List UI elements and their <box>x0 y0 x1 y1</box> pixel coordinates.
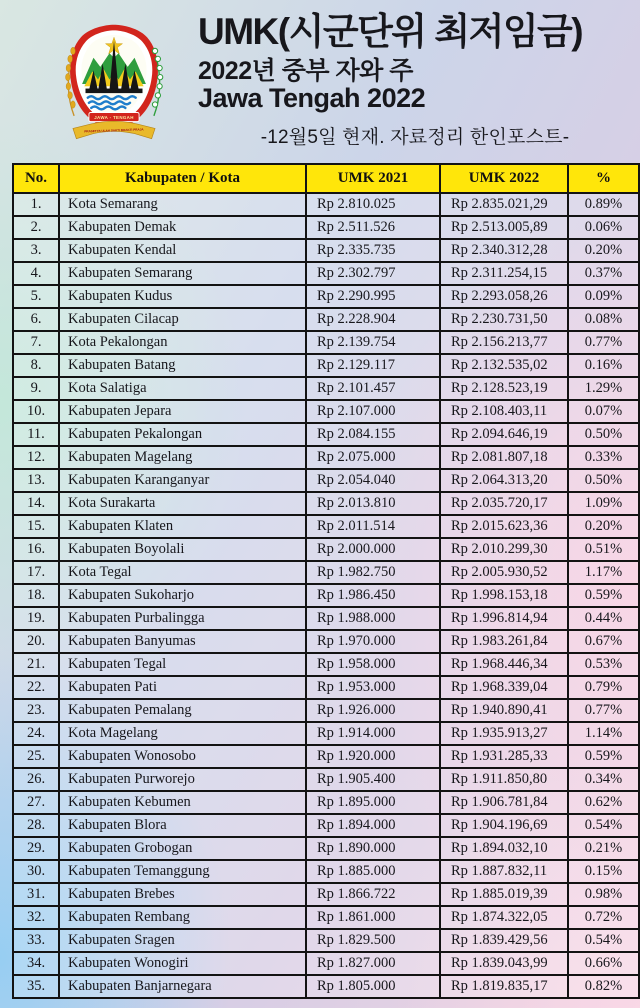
table-row <box>13 722 639 745</box>
percent-change: 0.06% <box>568 216 639 239</box>
umk-2021-value: Rp 2.101.457 <box>306 377 440 400</box>
umk-2022-value: Rp 1.887.832,11 <box>440 860 568 883</box>
umk-2022-value: Rp 2.010.299,30 <box>440 538 568 561</box>
row-number: 3. <box>13 239 59 262</box>
umk-2022-value: Rp 1.968.339,04 <box>440 676 568 699</box>
table-row <box>13 216 639 239</box>
percent-change: 0.08% <box>568 308 639 331</box>
table-row <box>13 492 639 515</box>
umk-2022-value: Rp 2.513.005,89 <box>440 216 568 239</box>
umk-2022-value: Rp 1.940.890,41 <box>440 699 568 722</box>
umk-2021-value: Rp 1.958.000 <box>306 653 440 676</box>
percent-change: 0.07% <box>568 400 639 423</box>
row-number: 11. <box>13 423 59 446</box>
umk-2021-value: Rp 1.982.750 <box>306 561 440 584</box>
umk-2022-value: Rp 1.839.043,99 <box>440 952 568 975</box>
kabupaten-kota-name: Kabupaten Banjarnegara <box>59 975 306 998</box>
umk-2021-value: Rp 1.920.000 <box>306 745 440 768</box>
table-row <box>13 906 639 929</box>
row-number: 21. <box>13 653 59 676</box>
row-number: 9. <box>13 377 59 400</box>
umk-2021-value: Rp 2.084.155 <box>306 423 440 446</box>
kabupaten-kota-name: Kabupaten Kebumen <box>59 791 306 814</box>
row-number: 15. <box>13 515 59 538</box>
table-row <box>13 791 639 814</box>
row-number: 10. <box>13 400 59 423</box>
kabupaten-kota-name: Kabupaten Grobogan <box>59 837 306 860</box>
percent-change: 0.82% <box>568 975 639 998</box>
kabupaten-kota-name: Kabupaten Jepara <box>59 400 306 423</box>
umk-2022-value: Rp 2.311.254,15 <box>440 262 568 285</box>
umk-2022-value: Rp 1.998.153,18 <box>440 584 568 607</box>
row-number: 16. <box>13 538 59 561</box>
province-banner-text: JAWA - TENGAH <box>94 114 134 120</box>
umk-2022-value: Rp 2.293.058,26 <box>440 285 568 308</box>
umk-2021-value: Rp 1.827.000 <box>306 952 440 975</box>
umk-2021-value: Rp 2.511.526 <box>306 216 440 239</box>
kabupaten-kota-name: Kabupaten Batang <box>59 354 306 377</box>
row-number: 5. <box>13 285 59 308</box>
umk-2021-value: Rp 2.011.514 <box>306 515 440 538</box>
umk-2022-value: Rp 1.904.196,69 <box>440 814 568 837</box>
row-number: 18. <box>13 584 59 607</box>
kabupaten-kota-name: Kabupaten Wonogiri <box>59 952 306 975</box>
percent-change: 0.44% <box>568 607 639 630</box>
kabupaten-kota-name: Kabupaten Kudus <box>59 285 306 308</box>
umk-2021-value: Rp 2.335.735 <box>306 239 440 262</box>
kabupaten-kota-name: Kota Pekalongan <box>59 331 306 354</box>
row-number: 30. <box>13 860 59 883</box>
umk-2022-value: Rp 2.835.021,29 <box>440 193 568 216</box>
umk-2021-value: Rp 2.290.995 <box>306 285 440 308</box>
table-row <box>13 676 639 699</box>
date-source-note: -12월5일 현재. 자료정리 한인포스트- <box>260 126 570 148</box>
percent-change: 0.37% <box>568 262 639 285</box>
col-header-no: No. <box>13 164 59 193</box>
row-number: 28. <box>13 814 59 837</box>
umk-2021-value: Rp 1.895.000 <box>306 791 440 814</box>
kabupaten-kota-name: Kabupaten Demak <box>59 216 306 239</box>
table-row <box>13 814 639 837</box>
row-number: 23. <box>13 699 59 722</box>
umk-2022-value: Rp 1.839.429,56 <box>440 929 568 952</box>
umk-2021-value: Rp 2.075.000 <box>306 446 440 469</box>
umk-2021-value: Rp 1.988.000 <box>306 607 440 630</box>
kabupaten-kota-name: Kota Magelang <box>59 722 306 745</box>
percent-change: 0.53% <box>568 653 639 676</box>
umk-2022-value: Rp 1.874.322,05 <box>440 906 568 929</box>
row-number: 7. <box>13 331 59 354</box>
umk-2022-value: Rp 1.906.781,84 <box>440 791 568 814</box>
umk-table-body <box>13 193 639 998</box>
table-row <box>13 952 639 975</box>
row-number: 32. <box>13 906 59 929</box>
percent-change: 0.62% <box>568 791 639 814</box>
header <box>0 0 640 163</box>
umk-2022-value: Rp 2.081.807,18 <box>440 446 568 469</box>
umk-2022-value: Rp 2.064.313,20 <box>440 469 568 492</box>
table-row <box>13 423 639 446</box>
row-number: 13. <box>13 469 59 492</box>
umk-2022-value: Rp 2.230.731,50 <box>440 308 568 331</box>
kabupaten-kota-name: Kabupaten Klaten <box>59 515 306 538</box>
subtitle-korean: 2022년 중부 자와 주 <box>198 56 413 85</box>
umk-2021-value: Rp 1.986.450 <box>306 584 440 607</box>
row-number: 33. <box>13 929 59 952</box>
umk-2021-value: Rp 1.970.000 <box>306 630 440 653</box>
umk-2022-value: Rp 1.983.261,84 <box>440 630 568 653</box>
row-number: 35. <box>13 975 59 998</box>
umk-2021-value: Rp 1.953.000 <box>306 676 440 699</box>
percent-change: 0.66% <box>568 952 639 975</box>
table-row <box>13 561 639 584</box>
umk-2022-value: Rp 2.108.403,11 <box>440 400 568 423</box>
percent-change: 1.14% <box>568 722 639 745</box>
row-number: 8. <box>13 354 59 377</box>
row-number: 25. <box>13 745 59 768</box>
percent-change: 0.09% <box>568 285 639 308</box>
umk-2021-value: Rp 2.810.025 <box>306 193 440 216</box>
kabupaten-kota-name: Kabupaten Tegal <box>59 653 306 676</box>
kabupaten-kota-name: Kota Tegal <box>59 561 306 584</box>
table-row <box>13 653 639 676</box>
umk-2022-value: Rp 1.819.835,17 <box>440 975 568 998</box>
umk-table <box>12 163 640 999</box>
percent-change: 0.33% <box>568 446 639 469</box>
kabupaten-kota-name: Kabupaten Pekalongan <box>59 423 306 446</box>
percent-change: 0.72% <box>568 906 639 929</box>
umk-2022-value: Rp 1.968.446,34 <box>440 653 568 676</box>
table-row <box>13 354 639 377</box>
umk-2021-value: Rp 1.866.722 <box>306 883 440 906</box>
kabupaten-kota-name: Kabupaten Kendal <box>59 239 306 262</box>
table-row <box>13 446 639 469</box>
table-row <box>13 699 639 722</box>
umk-2021-value: Rp 1.905.400 <box>306 768 440 791</box>
percent-change: 1.17% <box>568 561 639 584</box>
motto-ribbon-text: PRASETYA ULAH SAKTI BHAKTI PRAJA <box>84 127 144 134</box>
row-number: 31. <box>13 883 59 906</box>
kabupaten-kota-name: Kabupaten Pemalang <box>59 699 306 722</box>
percent-change: 1.29% <box>568 377 639 400</box>
percent-change: 0.34% <box>568 768 639 791</box>
table-row <box>13 929 639 952</box>
umk-2021-value: Rp 1.829.500 <box>306 929 440 952</box>
table-row <box>13 400 639 423</box>
table-row <box>13 515 639 538</box>
umk-2021-value: Rp 1.885.000 <box>306 860 440 883</box>
percent-change: 1.09% <box>568 492 639 515</box>
percent-change: 0.77% <box>568 331 639 354</box>
umk-2021-value: Rp 2.013.810 <box>306 492 440 515</box>
row-number: 6. <box>13 308 59 331</box>
row-number: 29. <box>13 837 59 860</box>
umk-2022-value: Rp 1.996.814,94 <box>440 607 568 630</box>
umk-2021-value: Rp 1.805.000 <box>306 975 440 998</box>
percent-change: 0.59% <box>568 745 639 768</box>
row-number: 1. <box>13 193 59 216</box>
kabupaten-kota-name: Kabupaten Karanganyar <box>59 469 306 492</box>
table-row <box>13 538 639 561</box>
umk-2022-value: Rp 1.931.285,33 <box>440 745 568 768</box>
table-row <box>13 239 639 262</box>
umk-2021-value: Rp 2.054.040 <box>306 469 440 492</box>
col-header-kabupaten-kota: Kabupaten / Kota <box>59 164 306 193</box>
percent-change: 0.50% <box>568 469 639 492</box>
row-number: 24. <box>13 722 59 745</box>
table-row <box>13 607 639 630</box>
row-number: 17. <box>13 561 59 584</box>
table-row <box>13 768 639 791</box>
umk-2022-value: Rp 2.035.720,17 <box>440 492 568 515</box>
percent-change: 0.20% <box>568 515 639 538</box>
kabupaten-kota-name: Kabupaten Wonosobo <box>59 745 306 768</box>
umk-2022-value: Rp 2.132.535,02 <box>440 354 568 377</box>
percent-change: 0.54% <box>568 814 639 837</box>
umk-2022-value: Rp 2.156.213,77 <box>440 331 568 354</box>
table-row <box>13 837 639 860</box>
col-header-umk-2021: UMK 2021 <box>306 164 440 193</box>
kabupaten-kota-name: Kota Salatiga <box>59 377 306 400</box>
table-row <box>13 883 639 906</box>
title-block <box>198 12 632 149</box>
umk-2022-value: Rp 1.935.913,27 <box>440 722 568 745</box>
percent-change: 0.79% <box>568 676 639 699</box>
table-row <box>13 975 639 998</box>
umk-table-head <box>13 164 639 193</box>
umk-2022-value: Rp 2.094.646,19 <box>440 423 568 446</box>
kabupaten-kota-name: Kabupaten Semarang <box>59 262 306 285</box>
percent-change: 0.89% <box>568 193 639 216</box>
umk-2021-value: Rp 1.894.000 <box>306 814 440 837</box>
umk-2021-value: Rp 2.129.117 <box>306 354 440 377</box>
kabupaten-kota-name: Kabupaten Blora <box>59 814 306 837</box>
kabupaten-kota-name: Kota Semarang <box>59 193 306 216</box>
col-header-umk-2022: UMK 2022 <box>440 164 568 193</box>
row-number: 22. <box>13 676 59 699</box>
umk-2022-value: Rp 1.885.019,39 <box>440 883 568 906</box>
umk-2022-value: Rp 2.005.930,52 <box>440 561 568 584</box>
umk-2021-value: Rp 2.107.000 <box>306 400 440 423</box>
umk-2022-value: Rp 2.340.312,28 <box>440 239 568 262</box>
row-number: 27. <box>13 791 59 814</box>
row-number: 34. <box>13 952 59 975</box>
row-number: 19. <box>13 607 59 630</box>
kabupaten-kota-name: Kabupaten Brebes <box>59 883 306 906</box>
row-number: 14. <box>13 492 59 515</box>
table-row <box>13 308 639 331</box>
kabupaten-kota-name: Kabupaten Cilacap <box>59 308 306 331</box>
percent-change: 0.16% <box>568 354 639 377</box>
umk-2021-value: Rp 1.914.000 <box>306 722 440 745</box>
table-row <box>13 860 639 883</box>
kabupaten-kota-name: Kabupaten Pati <box>59 676 306 699</box>
kabupaten-kota-name: Kabupaten Banyumas <box>59 630 306 653</box>
table-row <box>13 469 639 492</box>
table-row <box>13 630 639 653</box>
umk-2021-value: Rp 1.926.000 <box>306 699 440 722</box>
table-row <box>13 377 639 400</box>
umk-2022-value: Rp 1.894.032,10 <box>440 837 568 860</box>
row-number: 4. <box>13 262 59 285</box>
percent-change: 0.59% <box>568 584 639 607</box>
percent-change: 0.21% <box>568 837 639 860</box>
page-title: UMK(시군단위 최저임금) <box>198 11 583 52</box>
row-number: 26. <box>13 768 59 791</box>
kabupaten-kota-name: Kota Surakarta <box>59 492 306 515</box>
table-row <box>13 331 639 354</box>
col-header-percent: % <box>568 164 639 193</box>
umk-2021-value: Rp 2.228.904 <box>306 308 440 331</box>
umk-2021-value: Rp 1.890.000 <box>306 837 440 860</box>
kabupaten-kota-name: Kabupaten Temanggung <box>59 860 306 883</box>
table-row <box>13 262 639 285</box>
table-row <box>13 193 639 216</box>
row-number: 2. <box>13 216 59 239</box>
kabupaten-kota-name: Kabupaten Sragen <box>59 929 306 952</box>
percent-change: 0.98% <box>568 883 639 906</box>
table-row <box>13 745 639 768</box>
umk-2021-value: Rp 2.302.797 <box>306 262 440 285</box>
row-number: 12. <box>13 446 59 469</box>
umk-2022-value: Rp 2.015.623,36 <box>440 515 568 538</box>
umk-2022-value: Rp 1.911.850,80 <box>440 768 568 791</box>
percent-change: 0.77% <box>568 699 639 722</box>
percent-change: 0.67% <box>568 630 639 653</box>
umk-2022-value: Rp 2.128.523,19 <box>440 377 568 400</box>
kabupaten-kota-name: Kabupaten Sukoharjo <box>59 584 306 607</box>
percent-change: 0.20% <box>568 239 639 262</box>
kabupaten-kota-name: Kabupaten Purbalingga <box>59 607 306 630</box>
table-row <box>13 285 639 308</box>
percent-change: 0.50% <box>568 423 639 446</box>
kabupaten-kota-name: Kabupaten Purworejo <box>59 768 306 791</box>
table-row <box>13 584 639 607</box>
umk-2021-value: Rp 2.000.000 <box>306 538 440 561</box>
kabupaten-kota-name: Kabupaten Magelang <box>59 446 306 469</box>
subtitle-latin: Jawa Tengah 2022 <box>198 83 426 114</box>
row-number: 20. <box>13 630 59 653</box>
percent-change: 0.51% <box>568 538 639 561</box>
kabupaten-kota-name: Kabupaten Rembang <box>59 906 306 929</box>
umk-2021-value: Rp 2.139.754 <box>306 331 440 354</box>
umk-2021-value: Rp 1.861.000 <box>306 906 440 929</box>
percent-change: 0.15% <box>568 860 639 883</box>
table-header-row <box>13 164 639 193</box>
kabupaten-kota-name: Kabupaten Boyolali <box>59 538 306 561</box>
percent-change: 0.54% <box>568 929 639 952</box>
jawa-tengah-emblem-logo <box>57 20 171 148</box>
